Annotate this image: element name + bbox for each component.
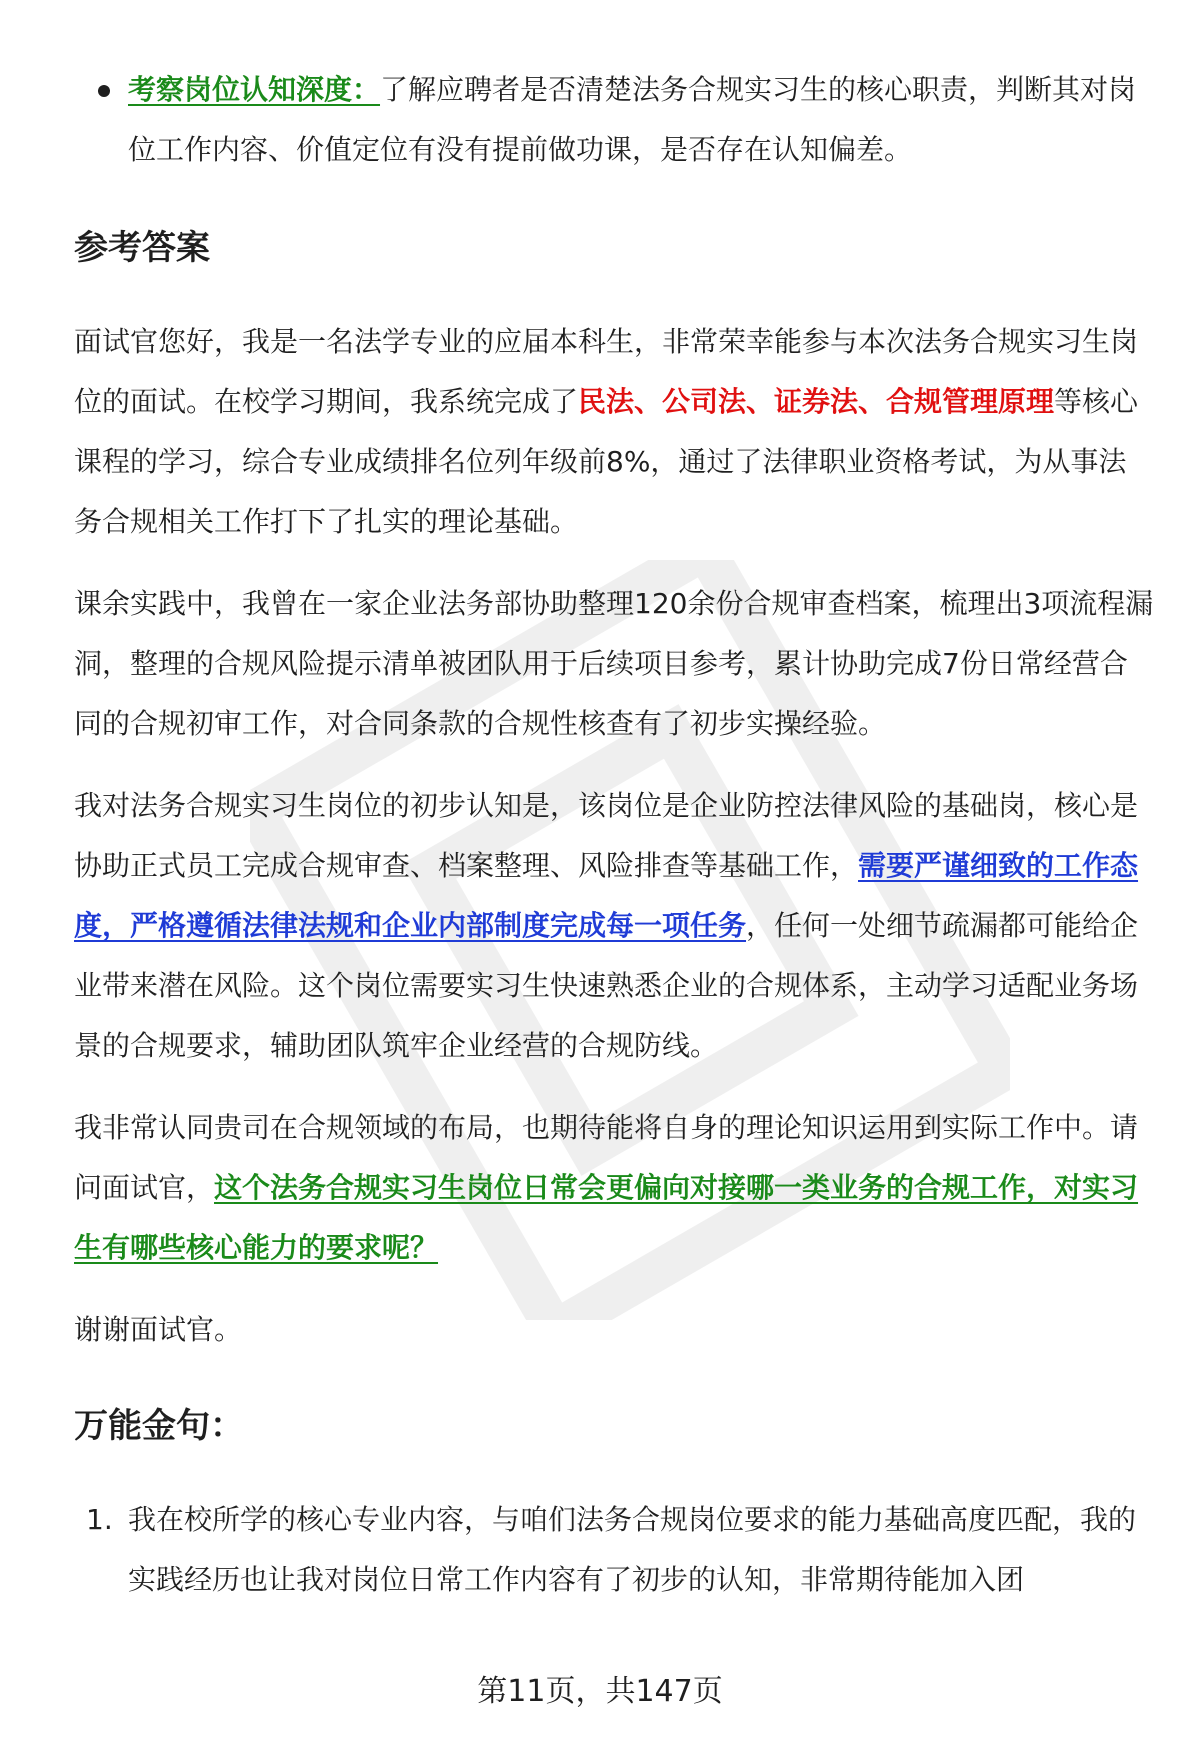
question-text: 我非常认同贵司在合规领域的布局，也期待能将自身的理论知识运用到实际工作中。请问面试官， [74,1111,1139,1204]
paragraph-intro-text: 面试官您好，我是一名法学专业的应届本科生，非常荣幸能参与本次法务合规实习生岗位的面试。在校学习期间，我系统完成了 [74,325,1139,418]
golden-item [74,1490,1154,1610]
paragraph-role-understanding [74,776,1154,1076]
page-footer: 第11页，共147页 [477,1674,723,1709]
intro-bullet-text: 了解应聘者是否清楚法务合规实习生的核心职责，判断其对岗位工作内容、价值定位有没有提前做功课，是否存在认知偏差。 [128,73,1137,166]
paragraph-intro [74,312,1154,552]
role-text-end: ，任何一处细节疏漏都可能给企业带来潜在风险。这个岗位需要实习生快速熟悉企业的合规体系，主动学习适配业务场景的合规要求，辅助团队筑牢企业经营的合规防线。 [74,909,1139,1062]
role-text: 我对法务合规实习生岗位的初步认知是，该岗位是企业防控法律风险的基础岗，核心是协助正式员工完成合规审查、档案整理、风险排查等基础工作， [74,789,1139,882]
document-body [74,60,1154,1610]
intro-bullet [74,60,1154,180]
paragraph-practice: 课余实践中，我曾在一家企业法务部协助整理120余份合规审查档案，梳理出3项流程漏洞，整理的合规风险提示清单被团队用于后续项目参考，累计协助完成7份日常经营合同的合规初审工作，对合同条款的合规性核查有了初步实操经验。 [74,587,1154,740]
courses-highlight: 民法、公司法、证券法、合规管理原理 [578,385,1055,418]
paragraph-thanks: 谢谢面试官。 [74,1313,243,1346]
attitude-highlight: 需要严谨细致的工作态度，严格遵循法律法规和企业内部制度完成每一项任务 [74,849,1139,942]
paragraph-question [74,1098,1154,1278]
answer-heading: 参考答案 [74,228,210,268]
question-highlight: 这个法务合规实习生岗位日常会更偏向对接哪一类业务的合规工作，对实习生有哪些核心能力的要求呢？ [74,1171,1139,1264]
golden-item-text: 我在校所学的核心专业内容，与咱们法务合规岗位要求的能力基础高度匹配，我的实践经历也让我对岗位日常工作内容有了初步的认知，非常期待能加入团 [128,1503,1137,1596]
intro-bullet-label: 考察岗位认知深度： [128,73,381,106]
paragraph-intro-text-end: 等核心课程的学习，综合专业成绩排名位列年级前8%，通过了法律职业资格考试，为从事法务合规相关工作打下了扎实的理论基础。 [74,385,1139,538]
bullet-dot-icon [98,85,110,97]
golden-item-number: 1. [86,1503,113,1536]
golden-sentences-heading: 万能金句： [74,1406,244,1446]
